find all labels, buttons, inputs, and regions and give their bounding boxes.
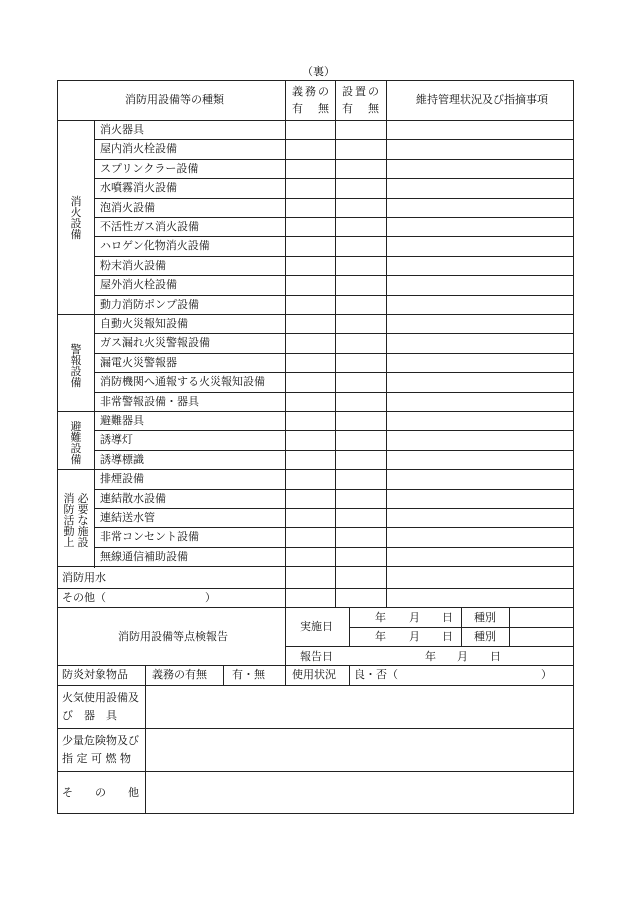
installed-cell[interactable] bbox=[336, 179, 385, 196]
duty-cell[interactable] bbox=[286, 257, 334, 274]
equipment-item-label: 消防機関へ通報する火災報知設備 bbox=[100, 375, 265, 389]
fire-equipment-label-2: び 器 具 bbox=[62, 709, 117, 722]
equipment-item-label: 非常警報設備・器具 bbox=[100, 394, 199, 408]
installed-cell[interactable] bbox=[336, 509, 385, 526]
water-label: 消防用水 bbox=[62, 571, 106, 584]
installed-cell[interactable] bbox=[336, 296, 385, 313]
type-column-header: 消防用設備等の種類 bbox=[125, 93, 224, 106]
installed-cell[interactable] bbox=[336, 160, 385, 177]
page-title: （裏） bbox=[302, 65, 335, 78]
report-date-field[interactable] bbox=[350, 647, 572, 664]
maintenance-cell[interactable] bbox=[387, 237, 572, 254]
misc-label: そ の 他 bbox=[62, 786, 139, 799]
col-line-group bbox=[94, 120, 95, 568]
installed-cell[interactable] bbox=[336, 393, 385, 410]
installed-cell[interactable] bbox=[336, 237, 385, 254]
installed-cell[interactable] bbox=[336, 218, 385, 235]
table-right-border bbox=[573, 80, 574, 814]
maintenance-cell[interactable] bbox=[387, 373, 572, 390]
maintenance-cell[interactable] bbox=[387, 509, 572, 526]
maintenance-cell[interactable] bbox=[387, 548, 572, 565]
equipment-item-label: 連結送水管 bbox=[100, 511, 155, 524]
other-label: その他（ ） bbox=[62, 591, 216, 604]
maintenance-cell[interactable] bbox=[387, 218, 572, 235]
duty-cell[interactable] bbox=[286, 334, 334, 351]
fireproof-usage-label: 使用状況 bbox=[292, 668, 336, 681]
maintenance-cell[interactable] bbox=[387, 296, 572, 313]
duty-cell[interactable] bbox=[286, 393, 334, 410]
report-day: 日 bbox=[490, 650, 501, 663]
duty-cell[interactable] bbox=[286, 412, 334, 429]
hazardous-field[interactable] bbox=[146, 729, 572, 770]
group-label-firefighting-col1: 消防活動上 bbox=[63, 492, 75, 549]
duty-cell[interactable] bbox=[286, 548, 334, 565]
equipment-item-label: 無線通信補助設備 bbox=[100, 549, 188, 563]
group-label-evacuation: 避難設備 bbox=[70, 420, 82, 466]
report-date-label: 報告日 bbox=[300, 650, 333, 663]
equipment-item-label: 避難器具 bbox=[100, 414, 144, 427]
duty-cell[interactable] bbox=[286, 431, 334, 448]
maintenance-cell[interactable] bbox=[387, 199, 572, 216]
duty-cell[interactable] bbox=[286, 528, 334, 545]
duty-cell[interactable] bbox=[286, 179, 334, 196]
installed-cell[interactable] bbox=[336, 140, 385, 157]
implementation-date-1-field[interactable] bbox=[350, 608, 460, 626]
group-bottom-line bbox=[57, 566, 574, 567]
maintenance-cell[interactable] bbox=[387, 257, 572, 274]
duty-cell[interactable] bbox=[286, 490, 334, 507]
duty-cell[interactable] bbox=[286, 160, 334, 177]
hazardous-label-1: 少量危険物及び bbox=[62, 734, 139, 747]
maintenance-cell[interactable] bbox=[387, 334, 572, 351]
equipment-item-label: ハロゲン化物消火設備 bbox=[100, 239, 210, 253]
table-left-border bbox=[57, 80, 58, 814]
fire-equipment-label-1: 火気使用設備及 bbox=[62, 691, 139, 704]
equipment-item-label: 漏電火災警報器 bbox=[100, 355, 177, 369]
equipment-item-label: 屋内消火栓設備 bbox=[100, 142, 177, 156]
maintenance-header: 維持管理状況及び指摘事項 bbox=[416, 93, 548, 106]
duty-header-line2: 有 無 bbox=[292, 102, 331, 115]
impl2-day: 日 bbox=[442, 630, 453, 643]
installed-cell[interactable] bbox=[336, 451, 385, 468]
duty-cell[interactable] bbox=[286, 373, 334, 390]
equipment-item-label: 連結散水設備 bbox=[100, 491, 166, 505]
duty-cell[interactable] bbox=[286, 140, 334, 157]
maintenance-cell[interactable] bbox=[387, 393, 572, 410]
implementation-kind-2-field[interactable] bbox=[510, 628, 572, 645]
maintenance-cell[interactable] bbox=[387, 179, 572, 196]
table-top-border bbox=[57, 80, 574, 81]
maintenance-cell[interactable] bbox=[387, 451, 572, 468]
water-installed-cell[interactable] bbox=[336, 569, 385, 586]
fp-col-3 bbox=[285, 665, 286, 685]
other-maintenance-cell[interactable] bbox=[387, 589, 572, 606]
table-bottom-border bbox=[57, 813, 574, 814]
duty-cell[interactable] bbox=[286, 451, 334, 468]
installed-cell[interactable] bbox=[336, 257, 385, 274]
installed-cell[interactable] bbox=[336, 315, 385, 332]
equipment-item-label: 動力消防ポンプ設備 bbox=[100, 297, 199, 311]
duty-cell[interactable] bbox=[286, 199, 334, 216]
equipment-item-label: 消火器具 bbox=[100, 123, 144, 136]
duty-cell[interactable] bbox=[286, 296, 334, 313]
maintenance-cell[interactable] bbox=[387, 431, 572, 448]
maintenance-cell[interactable] bbox=[387, 490, 572, 507]
impl2-month: 月 bbox=[409, 630, 420, 643]
installed-cell[interactable] bbox=[336, 431, 385, 448]
installed-cell[interactable] bbox=[336, 548, 385, 565]
equipment-item-label: スプリンクラー設備 bbox=[100, 161, 199, 175]
inspection-title: 消防用設備等点検報告 bbox=[118, 630, 228, 643]
fireproof-usage-value[interactable]: 良・否（ ） bbox=[354, 668, 552, 681]
installed-cell[interactable] bbox=[336, 373, 385, 390]
insp-bottom bbox=[57, 665, 574, 666]
equipment-item-label: 誘導標識 bbox=[100, 452, 144, 466]
fireproof-duty-label: 義務の有無 bbox=[152, 668, 207, 681]
installed-cell[interactable] bbox=[336, 470, 385, 487]
maintenance-cell[interactable] bbox=[387, 528, 572, 545]
fireproof-duty-value[interactable]: 有・無 bbox=[232, 668, 265, 681]
implementation-date-label: 実施日 bbox=[300, 620, 333, 633]
maintenance-cell[interactable] bbox=[387, 354, 572, 371]
duty-cell[interactable] bbox=[286, 276, 334, 293]
duty-cell[interactable] bbox=[286, 121, 334, 138]
installed-cell[interactable] bbox=[336, 276, 385, 293]
equipment-item-label: 粉末消火設備 bbox=[100, 258, 166, 272]
impl2-kind: 種別 bbox=[474, 630, 496, 643]
equipment-item-label: 水噴霧消火設備 bbox=[100, 181, 177, 195]
group-label-alarm: 警報設備 bbox=[70, 343, 82, 389]
equipment-item-label: 排煙設備 bbox=[100, 472, 144, 486]
fireproof-label: 防炎対象物品 bbox=[62, 668, 128, 681]
installed-header-line1: 設置の bbox=[342, 85, 381, 98]
equipment-item-label: 屋外消火栓設備 bbox=[100, 278, 177, 292]
duty-cell[interactable] bbox=[286, 509, 334, 526]
installed-cell[interactable] bbox=[336, 354, 385, 371]
installed-cell[interactable] bbox=[336, 121, 385, 138]
duty-cell[interactable] bbox=[286, 315, 334, 332]
insp-col-label bbox=[285, 607, 286, 665]
fp-col-2 bbox=[223, 665, 224, 685]
installed-cell[interactable] bbox=[336, 412, 385, 429]
maintenance-cell[interactable] bbox=[387, 276, 572, 293]
maintenance-cell[interactable] bbox=[387, 121, 572, 138]
impl1-year: 年 bbox=[375, 611, 386, 624]
duty-cell[interactable] bbox=[286, 237, 334, 254]
misc-field[interactable] bbox=[146, 772, 572, 812]
installed-cell[interactable] bbox=[336, 528, 385, 545]
installed-cell[interactable] bbox=[336, 199, 385, 216]
maintenance-cell[interactable] bbox=[387, 160, 572, 177]
equipment-item-label: 自動火災報知設備 bbox=[100, 317, 188, 330]
installed-cell[interactable] bbox=[336, 490, 385, 507]
water-row-bottom bbox=[57, 588, 574, 589]
equipment-item-label: 泡消火設備 bbox=[100, 200, 155, 214]
duty-cell[interactable] bbox=[286, 218, 334, 235]
maintenance-cell[interactable] bbox=[387, 315, 572, 332]
implementation-kind-1-field[interactable] bbox=[510, 608, 572, 626]
installed-header-line2: 有 無 bbox=[342, 102, 381, 115]
water-duty-cell[interactable] bbox=[286, 569, 334, 586]
equipment-item-label: 不活性ガス消火設備 bbox=[100, 220, 199, 233]
duty-cell[interactable] bbox=[286, 470, 334, 487]
fp-col-4 bbox=[349, 665, 350, 685]
hazardous-label-2: 指 定 可 燃 物 bbox=[62, 752, 131, 765]
report-year: 年 bbox=[425, 650, 436, 663]
group-label-firefighting-col2: 必要な施設 bbox=[77, 492, 89, 549]
impl1-day: 日 bbox=[442, 611, 453, 624]
duty-cell[interactable] bbox=[286, 354, 334, 371]
maintenance-cell[interactable] bbox=[387, 140, 572, 157]
equipment-item-label: 誘導灯 bbox=[100, 433, 133, 447]
impl2-year: 年 bbox=[375, 630, 386, 643]
implementation-date-2-field[interactable] bbox=[350, 628, 460, 645]
maintenance-cell[interactable] bbox=[387, 412, 572, 429]
maintenance-cell[interactable] bbox=[387, 470, 572, 487]
installed-cell[interactable] bbox=[336, 334, 385, 351]
impl1-kind: 種別 bbox=[474, 611, 496, 624]
report-month: 月 bbox=[457, 650, 468, 663]
equipment-item-label: ガス漏れ火災警報設備 bbox=[100, 336, 210, 350]
equipment-item-label: 非常コンセント設備 bbox=[100, 530, 199, 544]
other-installed-cell[interactable] bbox=[336, 589, 385, 606]
other-row-bottom bbox=[57, 607, 574, 608]
other-duty-cell[interactable] bbox=[286, 589, 334, 606]
fire-equipment-field[interactable] bbox=[146, 686, 572, 727]
impl1-month: 月 bbox=[409, 611, 420, 624]
duty-header-line1: 義務の bbox=[292, 85, 331, 98]
group-label-fire-extinguishing: 消火設備 bbox=[70, 195, 82, 241]
water-maintenance-cell[interactable] bbox=[387, 569, 572, 586]
